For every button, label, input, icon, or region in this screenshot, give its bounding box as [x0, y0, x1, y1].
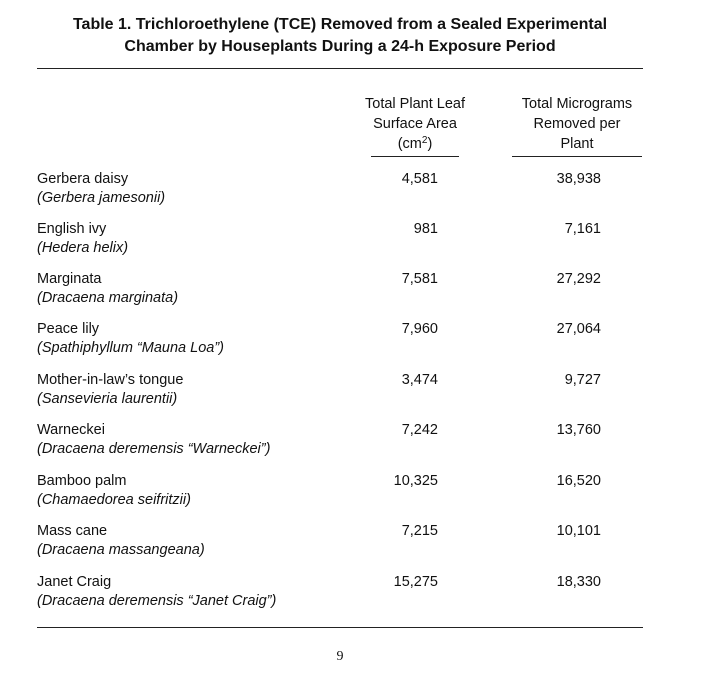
header-area-units: $(cm^2)$: [371, 134, 459, 157]
plant-common-name: Peace lily: [37, 321, 100, 337]
micrograms-removed-value: 9,727: [564, 372, 601, 388]
table-title: [0, 14, 680, 58]
table-row: [37, 221, 643, 267]
micrograms-removed-value: 27,064: [556, 321, 601, 337]
table-row: [37, 372, 643, 418]
column-header-micrograms-removed: [510, 94, 644, 157]
plant-latin-name: (Chamaedorea seifritzii): [37, 492, 191, 508]
micrograms-removed-value: 38,938: [556, 171, 601, 187]
plant-common-name: Bamboo palm: [37, 473, 127, 489]
leaf-area-value: 7,960: [401, 321, 438, 337]
header-area-line-2: Surface Area: [373, 116, 457, 132]
plant-latin-name: (Dracaena deremensis “Janet Craig”): [37, 593, 277, 609]
table-title-line-2: Chamber by Houseplants During a 24-h Exposure Period: [124, 38, 556, 55]
micrograms-removed-value: 27,292: [556, 271, 601, 287]
plant-common-name: Warneckei: [37, 422, 105, 438]
column-header-leaf-area: [354, 94, 476, 157]
leaf-area-value: 981: [413, 221, 438, 237]
table-row: [37, 271, 643, 317]
table-row: [37, 574, 643, 620]
top-rule: [37, 68, 643, 69]
micrograms-removed-value: 16,520: [556, 473, 601, 489]
leaf-area-value: 7,581: [401, 271, 438, 287]
table-row: [37, 171, 643, 217]
leaf-area-value: 7,215: [401, 523, 438, 539]
plant-latin-name: (Dracaena massangeana): [37, 542, 205, 558]
plant-common-name: Gerbera daisy: [37, 171, 129, 187]
header-removed-line-3: Plant: [512, 134, 642, 157]
table-row: [37, 422, 643, 468]
plant-latin-name: (Sansevieria laurentii): [37, 391, 178, 407]
table-row: [37, 473, 643, 519]
table-row: [37, 321, 643, 367]
plant-latin-name: (Spathiphyllum “Mauna Loa”): [37, 340, 224, 356]
page-number: 9: [336, 649, 344, 664]
plant-common-name: Mother-in-law’s tongue: [37, 372, 184, 388]
plant-common-name: Mass cane: [37, 523, 108, 539]
plant-latin-name: (Hedera helix): [37, 240, 129, 256]
header-removed-line-1: Total Micrograms: [521, 96, 633, 112]
header-removed-line-2: Removed per: [533, 116, 621, 132]
header-area-line-1: Total Plant Leaf: [365, 96, 465, 112]
micrograms-removed-value: 7,161: [564, 221, 601, 237]
leaf-area-value: 10,325: [393, 473, 438, 489]
leaf-area-value: 7,242: [401, 422, 438, 438]
bottom-rule: [37, 627, 643, 628]
leaf-area-value: 3,474: [401, 372, 438, 388]
leaf-area-value: 15,275: [393, 574, 438, 590]
plant-common-name: Janet Craig: [37, 574, 112, 590]
plant-common-name: English ivy: [37, 221, 107, 237]
leaf-area-value: 4,581: [401, 171, 438, 187]
plant-latin-name: (Gerbera jamesonii): [37, 190, 166, 206]
plant-latin-name: (Dracaena deremensis “Warneckei”): [37, 441, 271, 457]
plant-common-name: Marginata: [37, 271, 102, 287]
micrograms-removed-value: 10,101: [556, 523, 601, 539]
plant-latin-name: (Dracaena marginata): [37, 290, 179, 306]
micrograms-removed-value: 13,760: [556, 422, 601, 438]
table-row: [37, 523, 643, 569]
table-title-line-1: Table 1. Trichloroethylene (TCE) Removed from a Sealed Experimental: [72, 16, 608, 33]
micrograms-removed-value: 18,330: [556, 574, 601, 590]
